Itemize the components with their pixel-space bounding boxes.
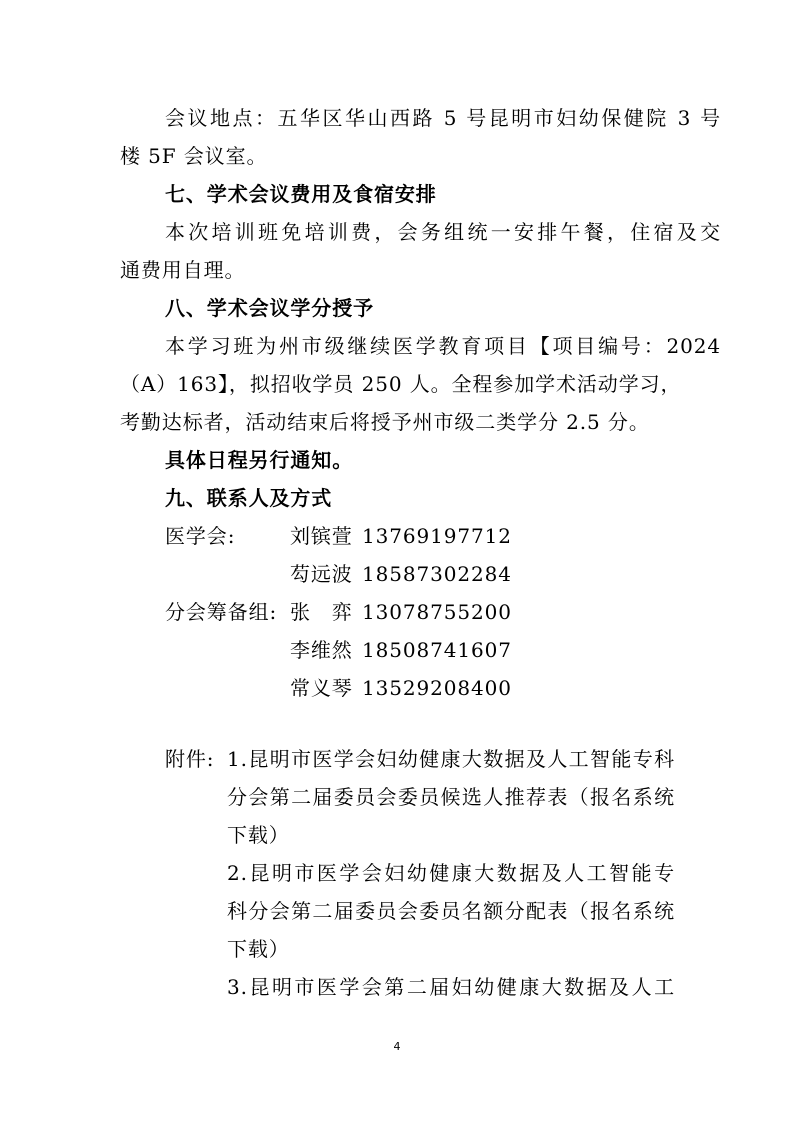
section-7-heading: 七、学术会议费用及食宿安排 bbox=[165, 182, 437, 206]
venue-line-2: 楼 5F 会议室。 bbox=[120, 144, 268, 168]
contact-phone: 18508741607 bbox=[362, 638, 512, 662]
section-8-line-3: 考勤达标者，活动结束后将授予州市级二类学分 2.5 分。 bbox=[120, 410, 650, 434]
attachment-1-line-3: 下载） bbox=[227, 823, 290, 847]
schedule-notice: 具体日程另行通知。 bbox=[165, 448, 354, 472]
contact-phone: 13529208400 bbox=[362, 676, 512, 700]
attachment-2-line-1: 2.昆明市医学会妇幼健康大数据及人工智能专 bbox=[227, 861, 675, 885]
attachment-3-line-1: 3.昆明市医学会第二届妇幼健康大数据及人工 bbox=[227, 975, 675, 999]
contact-name: 张 弈 bbox=[290, 600, 353, 624]
attachment-2-line-2: 科分会第二届委员会委员名额分配表（报名系统 bbox=[227, 899, 675, 923]
contact-name: 刘镔萱 bbox=[290, 524, 353, 548]
section-8-line-1: 本学习班为州市级继续医学教育项目【项目编号：2024 bbox=[165, 334, 721, 358]
attachment-2-line-3: 下载） bbox=[227, 937, 290, 961]
page-number: 4 bbox=[393, 1040, 401, 1053]
contact-group-label: 医学会: bbox=[165, 524, 236, 548]
contact-phone: 13769197712 bbox=[362, 524, 512, 548]
section-9-heading: 九、联系人及方式 bbox=[165, 486, 333, 510]
contact-name: 芶远波 bbox=[290, 562, 353, 586]
attachments-label: 附件: bbox=[165, 747, 215, 771]
contact-phone: 18587302284 bbox=[362, 562, 512, 586]
attachment-1-line-2: 分会第二届委员会委员候选人推荐表（报名系统 bbox=[227, 785, 675, 809]
contact-group-label: 分会筹备组: bbox=[165, 600, 278, 624]
section-7-line-2: 通费用自理。 bbox=[120, 258, 246, 282]
venue-line-1: 会议地点：五华区华山西路 5 号昆明市妇幼保健院 3 号 bbox=[165, 106, 721, 130]
contact-name: 李维然 bbox=[290, 638, 353, 662]
section-8-line-2: （A）163】，拟招收学员 250 人。全程参加学术活动学习， bbox=[120, 372, 682, 396]
section-8-heading: 八、学术会议学分授予 bbox=[165, 296, 374, 320]
section-7-line-1: 本次培训班免培训费，会务组统一安排午餐，住宿及交 bbox=[165, 220, 721, 244]
contact-name: 常义琴 bbox=[290, 676, 353, 700]
attachment-1-line-1: 1.昆明市医学会妇幼健康大数据及人工智能专科 bbox=[227, 747, 675, 771]
contact-phone: 13078755200 bbox=[362, 600, 512, 624]
